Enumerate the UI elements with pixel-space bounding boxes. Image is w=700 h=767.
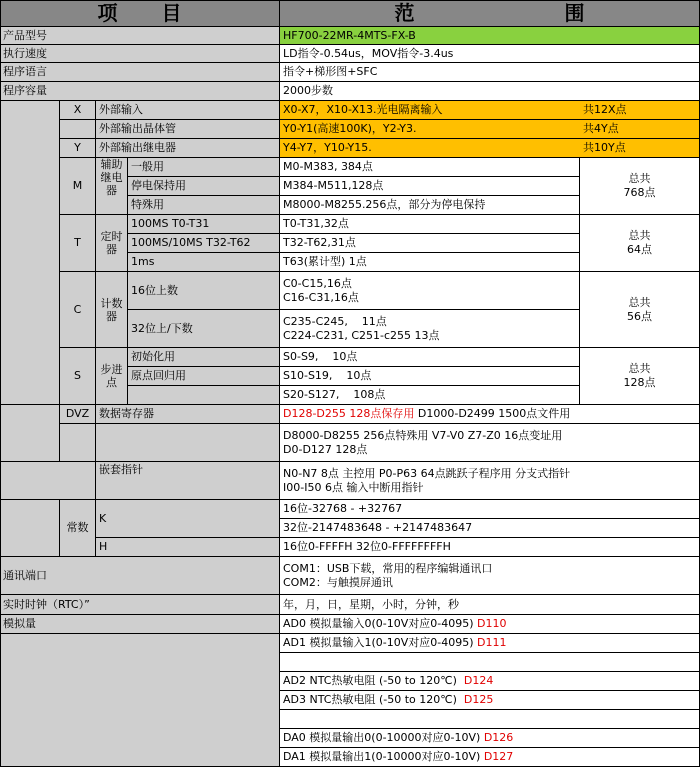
speed-value: LD指令-0.54us，MOV指令-3.4us	[280, 45, 700, 63]
analog-ad0	[280, 615, 700, 634]
dvz-value-file: D1000-D2499 1500点文件用	[414, 407, 571, 420]
analog-ad3	[280, 691, 700, 710]
counter-total	[580, 272, 700, 348]
analog-ad2-text: AD2 NTC热敏电阻 (-50 to 120℃)	[283, 674, 464, 687]
io-y1-total: 共10Y点	[580, 139, 700, 158]
capacity-value: 2000步数	[280, 82, 700, 101]
analog-ad1-text: AD1 模拟量输入1(0-10V对应0-4095)	[283, 636, 478, 649]
analog-da0-text: DA0 模拟量输出0(0-10000对应0-10V)	[283, 731, 484, 744]
counter-row-1-value	[280, 272, 580, 310]
analog-spacer	[0, 634, 280, 767]
comm-label: 通讯端口	[0, 557, 280, 595]
comm-value-line-1: COM1：USB下载，常用的程序编辑通讯口	[283, 561, 493, 575]
timer-group: 定时器	[96, 215, 128, 272]
nest-spacer	[0, 462, 96, 500]
header-item	[0, 0, 280, 27]
timer-code: T	[60, 215, 96, 272]
header-item-left: 项	[97, 1, 118, 25]
comm-value-line-2: COM2：与触摸屏通讯	[283, 575, 393, 589]
counter-group: 计数器	[96, 272, 128, 348]
timer-row-1-value: T0-T31,32点	[280, 215, 580, 234]
analog-blank-2	[280, 710, 700, 729]
nest-label: 嵌套指针	[96, 462, 280, 500]
analog-ad2	[280, 672, 700, 691]
io-y0-spacer	[60, 120, 96, 139]
counter-row-1-line-2: C16-C31,16点	[283, 290, 359, 304]
timer-total-line-1: 总共	[628, 229, 651, 242]
relay-row-2-label: 停电保持用	[128, 177, 280, 196]
speed-label: 执行速度	[0, 45, 280, 63]
counter-total-line-1: 总共	[628, 295, 651, 309]
io-x-label: 外部输入	[96, 101, 280, 120]
dvz-value-saved: D128-D255 128点保存用	[283, 407, 415, 420]
relay-row-3-label: 特殊用	[128, 196, 280, 215]
timer-row-3-value: T63(累计型) 1点	[280, 253, 580, 272]
dvz-code: DVZ	[60, 405, 96, 424]
dvz-label: 数据寄存器	[96, 405, 280, 424]
nest-value-line-2: I00-I50 6点 输入中断用指针	[283, 480, 424, 494]
counter-code: C	[60, 272, 96, 348]
header-range-right: 围	[564, 1, 585, 25]
constant-k-32bit: 32位-2147483648 - +2147483647	[280, 519, 700, 538]
analog-ad0-register: D110	[477, 617, 507, 630]
counter-row-2-line-1: C235-C245, 11点	[283, 314, 387, 328]
dvz-special-value	[280, 424, 700, 462]
timer-row-1-label: 100MS T0-T31	[128, 215, 280, 234]
analog-da0-register: D126	[483, 731, 514, 744]
device-group-spacer	[0, 101, 60, 405]
relay-group: 辅助继电器	[96, 158, 128, 215]
analog-ad2-register: D124	[463, 674, 494, 687]
relay-row-3-value: M8000-M8255.256点，部分为停电保持	[280, 196, 580, 215]
io-y0-label: 外部输出晶体管	[96, 120, 280, 139]
analog-ad0-text: AD0 模拟量输入0(0-10V对应0-4095)	[283, 617, 478, 630]
constant-spacer	[0, 500, 60, 557]
analog-blank-1	[280, 653, 700, 672]
dvz-special-line-1: D8000-D8255 256点特殊用 V7-V0 Z7-Z0 16点变址用	[283, 428, 563, 442]
io-y0-total: 共4Y点	[580, 120, 700, 139]
step-row-3-label	[128, 386, 280, 405]
io-y1-range: Y4-Y7，Y10-Y15.	[280, 139, 580, 158]
constant-k-16bit: 16位-32768 - +32767	[280, 500, 700, 519]
comm-value	[280, 557, 700, 595]
step-code: S	[60, 348, 96, 405]
nest-value	[280, 462, 700, 500]
relay-row-2-value: M384-M511,128点	[280, 177, 580, 196]
timer-row-2-value: T32-T62,31点	[280, 234, 580, 253]
header-item-right: 目	[161, 1, 182, 25]
step-total	[580, 348, 700, 405]
relay-total-line-2: 768点	[623, 186, 656, 199]
relay-row-1-label: 一般用	[128, 158, 280, 177]
header-range	[280, 0, 700, 27]
nest-value-line-1: N0-N7 8点 主控用 P0-P63 64点跳跃子程序用 分支式指针	[283, 466, 571, 480]
step-group: 步进点	[96, 348, 128, 405]
dvz-value	[280, 405, 700, 424]
analog-da1-register: D127	[483, 750, 514, 763]
language-value: 指令+梯形图+SFC	[280, 63, 700, 82]
io-x-code: X	[60, 101, 96, 120]
analog-label: 模拟量	[0, 615, 280, 634]
analog-ad3-register: D125	[463, 693, 494, 706]
step-row-3-value: S20-S127, 108点	[280, 386, 580, 405]
io-x-total: 共12X点	[580, 101, 700, 120]
dvz-code-spacer	[60, 424, 96, 462]
header-range-left: 范	[394, 1, 415, 25]
constant-k-label: K	[96, 500, 280, 538]
step-row-2-label: 原点回归用	[128, 367, 280, 386]
analog-ad1	[280, 634, 700, 653]
step-total-line-2: 128点	[623, 376, 656, 389]
analog-da1-text: DA1 模拟量输出1(0-10000对应0-10V)	[283, 750, 484, 763]
analog-da0	[280, 729, 700, 748]
io-y-code: Y	[60, 139, 96, 158]
step-row-1-value: S0-S9, 10点	[280, 348, 580, 367]
counter-row-1-label: 16位上数	[128, 272, 280, 310]
counter-row-2-value	[280, 310, 580, 348]
relay-code: M	[60, 158, 96, 215]
dvz-spacer	[0, 405, 60, 462]
counter-row-1-line-1: C0-C15,16点	[283, 276, 352, 290]
relay-total	[580, 158, 700, 215]
dvz-label-spacer	[96, 424, 280, 462]
dvz-special-line-2: D0-D127 128点	[283, 442, 368, 456]
step-row-1-label: 初始化用	[128, 348, 280, 367]
model-value: HF700-22MR-4MTS-FX-B	[280, 27, 700, 45]
model-label: 产品型号	[0, 27, 280, 45]
timer-total-line-2: 64点	[627, 243, 652, 256]
relay-total-line-1: 总共	[628, 172, 651, 185]
constant-h-value: 16位0-FFFFH 32位0-FFFFFFFFH	[280, 538, 700, 557]
language-label: 程序语言	[0, 63, 280, 82]
timer-row-3-label: 1ms	[128, 253, 280, 272]
timer-total	[580, 215, 700, 272]
counter-row-2-line-2: C224-C231, C251-c255 13点	[283, 328, 440, 342]
counter-row-2-label: 32位上/下数	[128, 310, 280, 348]
io-y0-range: Y0-Y1(高速100K)，Y2-Y3.	[280, 120, 580, 139]
analog-da1	[280, 748, 700, 767]
step-row-2-value: S10-S19, 10点	[280, 367, 580, 386]
analog-ad1-register: D111	[477, 636, 507, 649]
counter-total-line-2: 56点	[627, 309, 652, 323]
io-x-range: X0-X7，X10-X13.光电隔离输入	[280, 101, 580, 120]
analog-ad3-text: AD3 NTC热敏电阻 (-50 to 120℃)	[283, 693, 464, 706]
timer-row-2-label: 100MS/10MS T32-T62	[128, 234, 280, 253]
rtc-label: 实时时钟（RTC）”	[0, 595, 280, 615]
step-total-line-1: 总共	[628, 362, 651, 375]
io-y1-label: 外部输出继电器	[96, 139, 280, 158]
rtc-value: 年，月，日，星期，小时，分钟，秒	[280, 595, 700, 615]
capacity-label: 程序容量	[0, 82, 280, 101]
constant-h-label: H	[96, 538, 280, 557]
constant-label: 常数	[60, 500, 96, 557]
relay-row-1-value: M0-M383, 384点	[280, 158, 580, 177]
